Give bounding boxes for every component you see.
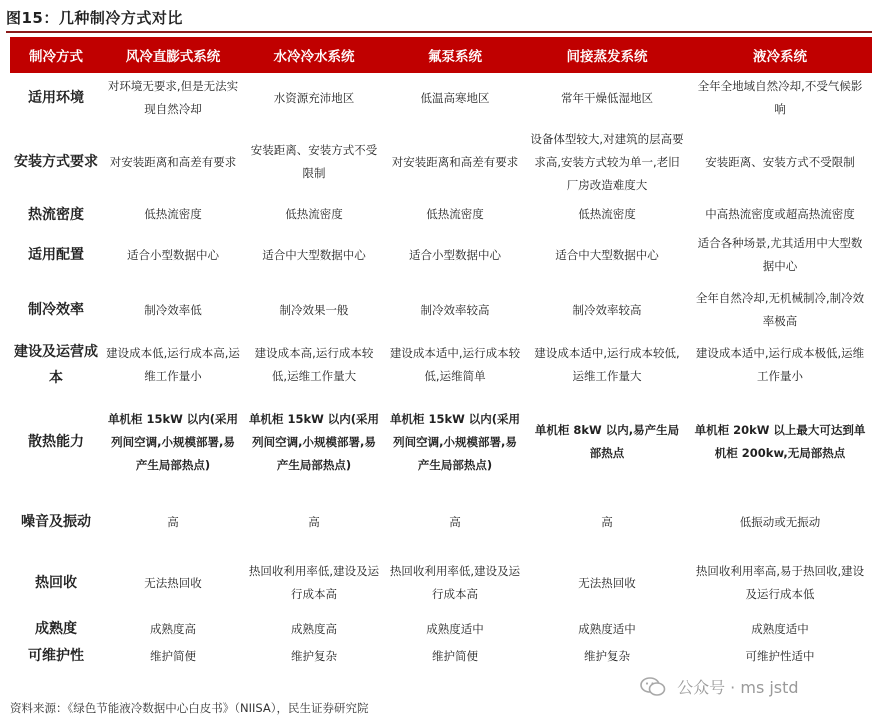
table-cell: 成熟度适中 xyxy=(426,621,484,636)
table-cell: 低热流密度 xyxy=(144,207,202,221)
row-header: 噪音及振动 xyxy=(21,514,91,530)
row-header: 适用配置 xyxy=(28,247,84,263)
table-cell: 单机柜 15kW 以内(采用列间空调,小规模部署,易产生局部热点) xyxy=(389,411,521,472)
table-cell: 低热流密度 xyxy=(426,207,484,221)
table-cell: 单机柜 8kW 以内,易产生局部热点 xyxy=(534,423,680,460)
comparison-table xyxy=(10,37,872,669)
table-cell: 低温高寒地区 xyxy=(420,90,490,105)
row-header: 散热能力 xyxy=(28,434,84,450)
table-cell: 低振动或无振动 xyxy=(739,514,821,529)
table-cell: 设备体型较大,对建筑的层高要求高,安装方式较为单一,老旧厂房改造难度大 xyxy=(530,131,684,192)
table-cell: 成熟度高 xyxy=(291,621,337,636)
table-cell: 建设成本适中,运行成本极低,运维工作量小 xyxy=(695,345,865,383)
table-row xyxy=(10,73,872,123)
table-cell: 无法热回收 xyxy=(578,575,636,590)
watermark xyxy=(640,675,799,698)
table-cell: 热回收利用率低,建设及运行成本高 xyxy=(248,564,380,601)
table-cell: 维护简便 xyxy=(432,648,478,663)
table-cell: 热回收利用率低,建设及运行成本高 xyxy=(389,564,521,601)
row-header: 可维护性 xyxy=(28,648,84,664)
table-cell: 对安装距离和高差有要求 xyxy=(109,154,237,169)
header-cell: 间接蒸发系统 xyxy=(526,37,688,73)
row-header: 热回收 xyxy=(35,575,77,591)
row-header: 成熟度 xyxy=(35,621,77,637)
header-cell: 水冷冷水系统 xyxy=(244,37,384,73)
table-cell: 适合中大型数据中心 xyxy=(262,247,366,262)
table-cell: 低热流密度 xyxy=(578,207,636,221)
table-row xyxy=(10,228,872,282)
table-cell: 全年自然冷却,无机械制冷,制冷效率极高 xyxy=(695,291,865,328)
table-cell: 单机柜 20kW 以上最大可达到单机柜 200kw,无局部热点 xyxy=(694,423,866,460)
table-cell: 高 xyxy=(449,514,461,529)
table-cell: 适合小型数据中心 xyxy=(409,247,501,262)
header-cell: 液冷系统 xyxy=(688,37,872,73)
table-cell: 成熟度适中 xyxy=(751,621,809,636)
table-cell: 单机柜 15kW 以内(采用列间空调,小规模部署,易产生局部热点) xyxy=(248,411,380,472)
table-cell: 单机柜 15kW 以内(采用列间空调,小规模部署,易产生局部热点) xyxy=(107,411,239,472)
header-cell: 风冷直膨式系统 xyxy=(102,37,244,73)
table-row xyxy=(10,123,872,201)
table-cell: 可维护性适中 xyxy=(745,648,815,663)
table-row xyxy=(10,493,872,551)
table-row xyxy=(10,615,872,643)
row-header: 制冷效率 xyxy=(28,302,84,318)
table-cell: 维护简便 xyxy=(150,648,196,663)
row-header: 建设及运营成本 xyxy=(14,343,98,386)
table-cell: 制冷效果一般 xyxy=(279,302,349,317)
figure-title: 图15：几种制冷方式对比 xyxy=(6,9,183,27)
table-row xyxy=(10,391,872,493)
table-cell: 建设成本高,运行成本较低,运维工作量大 xyxy=(254,345,374,383)
table-cell: 建设成本低,运行成本高,运维工作量小 xyxy=(106,345,240,383)
table-cell: 常年干燥低湿地区 xyxy=(561,90,653,105)
watermark-text: 公众号 · ms jstd xyxy=(677,678,799,697)
row-header: 安装方式要求 xyxy=(14,154,98,170)
title-rule xyxy=(6,31,872,33)
table-cell: 制冷效率较高 xyxy=(420,302,490,317)
table-cell: 成熟度适中 xyxy=(578,621,636,636)
table-cell: 高 xyxy=(308,514,320,529)
table-cell: 全年全地域自然冷却,不受气候影响 xyxy=(697,79,863,116)
table-cell: 维护复杂 xyxy=(291,648,337,663)
table-cell: 适合各种场景,尤其适用中大型数据中心 xyxy=(697,236,863,273)
table-cell: 成熟度高 xyxy=(150,621,196,636)
table-cell: 热回收利用率高,易于热回收,建设及运行成本低 xyxy=(695,564,865,601)
table-cell: 制冷效率低 xyxy=(144,302,202,317)
table-cell: 适合小型数据中心 xyxy=(127,247,219,262)
table-row xyxy=(10,282,872,338)
header-row xyxy=(10,37,872,73)
table-cell: 对环境无要求,但是无法实现自然冷却 xyxy=(107,79,239,116)
table-cell: 水资源充沛地区 xyxy=(273,90,355,105)
table-row xyxy=(10,643,872,669)
row-header: 热流密度 xyxy=(28,206,84,223)
row-header: 适用环境 xyxy=(28,90,84,106)
source-note: 资料来源：《绿色节能液冷数据中心白皮书》（NIISA），民生证券研究院 xyxy=(10,701,369,715)
header-cell: 制冷方式 xyxy=(10,37,102,73)
table-cell: 安装距离、安装方式不受限制 xyxy=(705,154,855,169)
table-cell: 高 xyxy=(167,514,179,529)
table-cell: 无法热回收 xyxy=(144,575,202,590)
table-cell: 中高热流密度或超高热流密度 xyxy=(705,207,855,221)
table-cell: 低热流密度 xyxy=(285,207,343,221)
table-cell: 建设成本适中,运行成本较低,运维工作量大 xyxy=(534,345,680,383)
table-row xyxy=(10,551,872,615)
table-cell: 制冷效率较高 xyxy=(572,302,642,317)
table-cell: 对安装距离和高差有要求 xyxy=(391,154,519,169)
table-cell: 维护复杂 xyxy=(584,648,630,663)
table-cell: 高 xyxy=(601,514,613,529)
table-cell: 建设成本适中,运行成本较低,运维简单 xyxy=(389,345,521,383)
table-row xyxy=(10,338,872,391)
wechat-icon xyxy=(640,677,666,697)
table-cell: 适合中大型数据中心 xyxy=(555,247,659,262)
header-cell: 氟泵系统 xyxy=(384,37,526,73)
table-row xyxy=(10,201,872,228)
table-cell: 安装距离、安装方式不受限制 xyxy=(250,143,378,180)
